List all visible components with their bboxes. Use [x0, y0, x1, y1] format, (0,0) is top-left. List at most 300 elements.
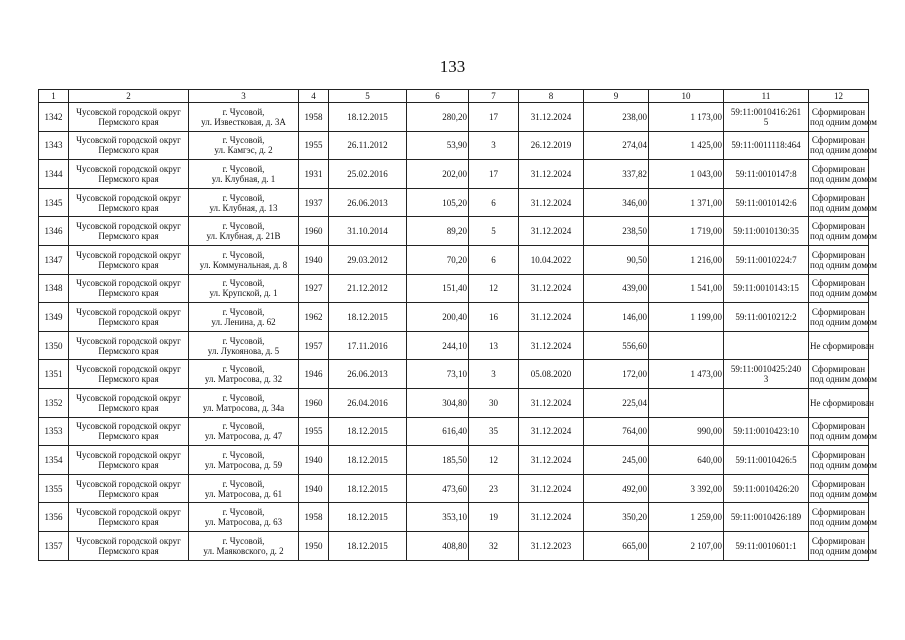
column-header-10: 10 — [649, 90, 724, 103]
value-cell: 346,00 — [584, 188, 649, 217]
address-cell-line: г. Чусовой, — [222, 192, 265, 203]
cadastral-number-cell-line: 59:11:0011118:464 — [731, 140, 801, 151]
status-cell-line: под одним домом — [810, 488, 877, 499]
deadline-cell: 05.08.2020 — [519, 360, 584, 389]
area-cell: 70,20 — [407, 245, 469, 274]
address-cell — [189, 503, 299, 532]
municipality-cell-line: Чусовской городской округ — [76, 478, 181, 489]
address-cell — [189, 188, 299, 217]
municipality-cell-line: Пермского края — [98, 545, 159, 556]
column-header-8: 8 — [519, 90, 584, 103]
row-number-cell: 1357 — [39, 531, 69, 560]
address-cell-line: г. Чусовой, — [222, 449, 265, 460]
address-cell-line: г. Чусовой, — [222, 106, 265, 117]
address-cell-line: ул. Матросова, д. 63 — [204, 517, 283, 528]
municipality-cell-line: Пермского края — [98, 316, 159, 327]
value-cell: 146,00 — [584, 303, 649, 332]
deadline-cell: 31.12.2023 — [519, 531, 584, 560]
address-cell-line: ул. Ленина, д. 62 — [211, 316, 276, 327]
municipality-cell — [69, 531, 189, 560]
cadastral-number-cell-line: 59:11:0010423:10 — [733, 426, 799, 437]
municipality-cell-line: Чусовской городской округ — [76, 249, 181, 260]
land-area-cell: 640,00 — [649, 446, 724, 475]
address-cell-line: ул. Матросова, д. 47 — [204, 431, 283, 442]
status-cell-line: под одним домом — [810, 202, 877, 213]
table-header — [39, 90, 869, 103]
municipality-cell-line: Чусовской городской округ — [76, 421, 181, 432]
address-cell-line: ул. Матросова, д. 59 — [204, 459, 283, 470]
status-cell-line: под одним домом — [810, 116, 877, 127]
address-cell-line: г. Чусовой, — [222, 249, 265, 260]
municipality-cell-line: Чусовской городской округ — [76, 135, 181, 146]
cadastral-number-cell — [724, 360, 809, 389]
municipality-cell-line: Пермского края — [98, 173, 159, 184]
deadline-cell: 31.12.2024 — [519, 160, 584, 189]
date-cell: 26.06.2013 — [329, 360, 407, 389]
table-row — [39, 446, 869, 475]
status-cell-line: Сформирован — [811, 507, 866, 518]
value-cell: 238,50 — [584, 217, 649, 246]
row-number-cell: 1346 — [39, 217, 69, 246]
municipality-cell — [69, 446, 189, 475]
deadline-cell: 31.12.2024 — [519, 274, 584, 303]
status-cell-line: Сформирован — [811, 364, 866, 375]
municipality-cell — [69, 303, 189, 332]
year-cell: 1955 — [299, 417, 329, 446]
status-cell — [809, 360, 877, 389]
area-cell: 616,40 — [407, 417, 469, 446]
row-number-cell: 1349 — [39, 303, 69, 332]
column-header-4: 4 — [299, 90, 329, 103]
date-cell: 26.11.2012 — [329, 131, 407, 160]
date-cell: 31.10.2014 — [329, 217, 407, 246]
date-cell: 18.12.2015 — [329, 531, 407, 560]
table-row — [39, 417, 869, 446]
year-cell: 1940 — [299, 446, 329, 475]
column-header-5: 5 — [329, 90, 407, 103]
address-cell-line: ул. Крупской, д. 1 — [209, 288, 278, 299]
status-cell-line: Сформирован — [811, 449, 866, 460]
address-cell-line: ул. Клубная, д. 21В — [206, 231, 281, 242]
cadastral-number-cell — [724, 331, 809, 360]
municipality-cell-line: Пермского края — [98, 374, 159, 385]
table-row — [39, 331, 869, 360]
date-cell: 18.12.2015 — [329, 417, 407, 446]
value-cell: 492,00 — [584, 474, 649, 503]
address-cell — [189, 160, 299, 189]
status-cell-line: Сформирован — [811, 192, 866, 203]
table-row — [39, 274, 869, 303]
municipality-cell — [69, 474, 189, 503]
status-cell — [809, 474, 877, 503]
column-header-12: 12 — [809, 90, 869, 103]
address-cell — [189, 217, 299, 246]
year-cell: 1960 — [299, 388, 329, 417]
column-header-11: 11 — [724, 90, 809, 103]
municipality-cell — [69, 188, 189, 217]
municipality-cell-line: Чусовской городской округ — [76, 192, 181, 203]
status-cell-line: Сформирован — [811, 163, 866, 174]
table-body — [39, 103, 877, 561]
municipality-cell-line: Пермского края — [98, 431, 159, 442]
cadastral-number-cell-line: 3 — [763, 374, 769, 385]
status-cell-line: Не сформирован — [810, 340, 874, 351]
municipality-cell-line: Чусовской городской округ — [76, 364, 181, 375]
municipality-cell-line: Пермского края — [98, 402, 159, 413]
status-cell — [809, 131, 877, 160]
address-cell-line: ул. Лукоянова, д. 5 — [207, 345, 280, 356]
cadastral-number-cell — [724, 388, 809, 417]
status-cell — [809, 245, 877, 274]
status-cell-line: Сформирован — [811, 278, 866, 289]
deadline-cell: 31.12.2024 — [519, 417, 584, 446]
municipality-cell-line: Чусовской городской округ — [76, 221, 181, 232]
row-number-cell: 1351 — [39, 360, 69, 389]
value-cell: 172,00 — [584, 360, 649, 389]
row-number-cell: 1347 — [39, 245, 69, 274]
count-cell: 13 — [469, 331, 519, 360]
year-cell: 1955 — [299, 131, 329, 160]
date-cell: 21.12.2012 — [329, 274, 407, 303]
cadastral-number-cell — [724, 274, 809, 303]
municipality-cell — [69, 245, 189, 274]
municipality-cell-line: Пермского края — [98, 259, 159, 270]
count-cell: 30 — [469, 388, 519, 417]
deadline-cell: 31.12.2024 — [519, 331, 584, 360]
deadline-cell: 31.12.2024 — [519, 217, 584, 246]
cadastral-number-cell — [724, 245, 809, 274]
municipality-cell-line: Пермского края — [98, 517, 159, 528]
year-cell: 1962 — [299, 303, 329, 332]
date-cell: 18.12.2015 — [329, 503, 407, 532]
count-cell: 3 — [469, 131, 519, 160]
area-cell: 304,80 — [407, 388, 469, 417]
count-cell: 12 — [469, 274, 519, 303]
municipality-cell-line: Чусовской городской округ — [76, 106, 181, 117]
address-cell-line: г. Чусовой, — [222, 478, 265, 489]
address-cell-line: г. Чусовой, — [222, 335, 265, 346]
count-cell: 16 — [469, 303, 519, 332]
area-cell: 244,10 — [407, 331, 469, 360]
cadastral-number-cell-line: 59:11:0010212:2 — [735, 311, 797, 322]
cadastral-number-cell — [724, 446, 809, 475]
table-row — [39, 188, 869, 217]
land-area-cell: 1 371,00 — [649, 188, 724, 217]
cadastral-number-cell-line: 59:11:0010416:261 — [730, 106, 802, 117]
address-cell-line: ул. Коммунальная, д. 8 — [199, 259, 288, 270]
status-cell — [809, 331, 874, 360]
land-area-cell: 1 473,00 — [649, 360, 724, 389]
cadastral-number-cell — [724, 131, 809, 160]
municipality-cell-line: Пермского края — [98, 345, 159, 356]
table-row — [39, 388, 869, 417]
value-cell: 238,00 — [584, 103, 649, 132]
date-cell: 18.12.2015 — [329, 446, 407, 475]
address-cell-line: ул. Клубная, д. 13 — [209, 202, 278, 213]
year-cell: 1927 — [299, 274, 329, 303]
municipality-cell-line: Пермского края — [98, 231, 159, 242]
cadastral-number-cell — [724, 531, 809, 560]
municipality-cell-line: Пермского края — [98, 202, 159, 213]
date-cell: 29.03.2012 — [329, 245, 407, 274]
address-cell — [189, 360, 299, 389]
address-cell — [189, 274, 299, 303]
table-row — [39, 131, 869, 160]
cadastral-number-cell-line: 59:11:0010142:6 — [735, 197, 797, 208]
count-cell: 23 — [469, 474, 519, 503]
status-cell — [809, 103, 877, 132]
status-cell-line: под одним домом — [810, 459, 877, 470]
land-area-cell — [649, 388, 724, 417]
cadastral-number-cell-line: 59:11:0010426:5 — [735, 454, 797, 465]
year-cell: 1950 — [299, 531, 329, 560]
cadastral-number-cell-line: 59:11:0010147:8 — [735, 168, 797, 179]
municipality-cell — [69, 103, 189, 132]
deadline-cell: 31.12.2024 — [519, 103, 584, 132]
land-area-cell: 1 425,00 — [649, 131, 724, 160]
address-cell-line: г. Чусовой, — [222, 221, 265, 232]
cadastral-number-cell-line: 59:11:0010425:240 — [730, 364, 802, 375]
address-cell-line: ул. Клубная, д. 1 — [211, 173, 276, 184]
area-cell: 53,90 — [407, 131, 469, 160]
land-area-cell: 2 107,00 — [649, 531, 724, 560]
land-area-cell: 1 043,00 — [649, 160, 724, 189]
status-cell-line: Сформирован — [811, 306, 866, 317]
year-cell: 1931 — [299, 160, 329, 189]
municipality-cell — [69, 217, 189, 246]
cadastral-number-cell — [724, 303, 809, 332]
cadastral-number-cell — [724, 103, 809, 132]
land-area-cell: 1 216,00 — [649, 245, 724, 274]
year-cell: 1940 — [299, 474, 329, 503]
status-cell — [809, 188, 877, 217]
land-area-cell: 990,00 — [649, 417, 724, 446]
row-number-cell: 1343 — [39, 131, 69, 160]
status-cell-line: Сформирован — [811, 535, 866, 546]
status-cell-line: под одним домом — [810, 374, 877, 385]
status-cell — [809, 303, 877, 332]
address-cell-line: г. Чусовой, — [222, 364, 265, 375]
table-row — [39, 160, 869, 189]
column-header-6: 6 — [407, 90, 469, 103]
status-cell — [809, 274, 877, 303]
address-cell-line: ул. Маяковского, д. 2 — [203, 545, 284, 556]
row-number-cell: 1354 — [39, 446, 69, 475]
value-cell: 90,50 — [584, 245, 649, 274]
area-cell: 473,60 — [407, 474, 469, 503]
cadastral-number-cell-line: 59:11:0010426:189 — [730, 512, 802, 523]
cadastral-number-cell — [724, 417, 809, 446]
area-cell: 280,20 — [407, 103, 469, 132]
row-number-cell: 1348 — [39, 274, 69, 303]
status-cell-line: под одним домом — [810, 173, 877, 184]
land-area-cell: 1 259,00 — [649, 503, 724, 532]
status-cell-line: под одним домом — [810, 259, 877, 270]
address-cell — [189, 103, 299, 132]
deadline-cell: 31.12.2024 — [519, 303, 584, 332]
area-cell: 105,20 — [407, 188, 469, 217]
deadline-cell: 10.04.2022 — [519, 245, 584, 274]
address-cell — [189, 131, 299, 160]
deadline-cell: 31.12.2024 — [519, 188, 584, 217]
count-cell: 6 — [469, 188, 519, 217]
address-cell-line: г. Чусовой, — [222, 507, 265, 518]
deadline-cell: 31.12.2024 — [519, 503, 584, 532]
area-cell: 353,10 — [407, 503, 469, 532]
municipality-cell-line: Чусовской городской округ — [76, 306, 181, 317]
status-cell-line: под одним домом — [810, 231, 877, 242]
value-cell: 764,00 — [584, 417, 649, 446]
address-cell-line: г. Чусовой, — [222, 421, 265, 432]
status-cell — [809, 531, 877, 560]
count-cell: 12 — [469, 446, 519, 475]
date-cell: 18.12.2015 — [329, 303, 407, 332]
land-area-cell: 1 541,00 — [649, 274, 724, 303]
cadastral-number-cell — [724, 188, 809, 217]
cadastral-number-cell-line: 59:11:0010224:7 — [735, 254, 797, 265]
cadastral-number-cell-line: 5 — [763, 116, 769, 127]
municipality-cell-line: Чусовской городской округ — [76, 535, 181, 546]
status-cell-line: под одним домом — [810, 316, 877, 327]
address-cell — [189, 245, 299, 274]
table-row — [39, 474, 869, 503]
year-cell: 1957 — [299, 331, 329, 360]
value-cell: 225,04 — [584, 388, 649, 417]
year-cell: 1940 — [299, 245, 329, 274]
area-cell: 89,20 — [407, 217, 469, 246]
row-number-cell: 1345 — [39, 188, 69, 217]
value-cell: 439,00 — [584, 274, 649, 303]
table-row — [39, 245, 869, 274]
municipality-cell-line: Чусовской городской округ — [76, 449, 181, 460]
status-cell-line: Сформирован — [811, 221, 866, 232]
address-cell — [189, 474, 299, 503]
municipality-cell-line: Чусовской городской округ — [76, 507, 181, 518]
municipality-cell-line: Пермского края — [98, 145, 159, 156]
table-row — [39, 217, 869, 246]
status-cell — [809, 217, 877, 246]
count-cell: 19 — [469, 503, 519, 532]
date-cell: 18.12.2015 — [329, 474, 407, 503]
count-cell: 32 — [469, 531, 519, 560]
status-cell — [809, 160, 877, 189]
address-cell — [189, 417, 299, 446]
deadline-cell: 31.12.2024 — [519, 446, 584, 475]
address-cell — [189, 331, 299, 360]
land-area-cell: 3 392,00 — [649, 474, 724, 503]
deadline-cell: 26.12.2019 — [519, 131, 584, 160]
area-cell: 185,50 — [407, 446, 469, 475]
count-cell: 3 — [469, 360, 519, 389]
land-area-cell: 1 173,00 — [649, 103, 724, 132]
municipality-cell — [69, 131, 189, 160]
row-number-cell: 1350 — [39, 331, 69, 360]
date-cell: 17.11.2016 — [329, 331, 407, 360]
address-cell-line: г. Чусовой, — [222, 306, 265, 317]
status-cell — [809, 446, 877, 475]
address-cell — [189, 388, 299, 417]
table-row — [39, 103, 869, 132]
status-cell-line: Не сформирован — [810, 397, 874, 408]
year-cell: 1958 — [299, 103, 329, 132]
table-row — [39, 531, 869, 560]
cadastral-number-cell — [724, 474, 809, 503]
row-number-cell: 1342 — [39, 103, 69, 132]
year-cell: 1937 — [299, 188, 329, 217]
municipality-cell — [69, 331, 189, 360]
area-cell: 73,10 — [407, 360, 469, 389]
area-cell: 151,40 — [407, 274, 469, 303]
municipality-cell — [69, 388, 189, 417]
municipality-cell — [69, 360, 189, 389]
municipality-cell — [69, 274, 189, 303]
table-row — [39, 303, 869, 332]
value-cell: 665,00 — [584, 531, 649, 560]
cadastral-number-cell — [724, 160, 809, 189]
land-area-cell: 1 199,00 — [649, 303, 724, 332]
value-cell: 350,20 — [584, 503, 649, 532]
cadastral-number-cell — [724, 217, 809, 246]
year-cell: 1946 — [299, 360, 329, 389]
municipality-cell — [69, 503, 189, 532]
row-number-cell: 1344 — [39, 160, 69, 189]
status-cell-line: под одним домом — [810, 545, 877, 556]
municipality-cell-line: Чусовской городской округ — [76, 392, 181, 403]
address-cell-line: г. Чусовой, — [222, 135, 265, 146]
status-cell-line: под одним домом — [810, 431, 877, 442]
area-cell: 408,80 — [407, 531, 469, 560]
status-cell — [809, 503, 877, 532]
status-cell-line: под одним домом — [810, 288, 877, 299]
row-number-cell: 1352 — [39, 388, 69, 417]
registry-table — [38, 89, 877, 561]
municipality-cell — [69, 417, 189, 446]
status-cell-line: Сформирован — [811, 135, 866, 146]
count-cell: 17 — [469, 160, 519, 189]
municipality-cell-line: Пермского края — [98, 116, 159, 127]
year-cell: 1958 — [299, 503, 329, 532]
count-cell: 6 — [469, 245, 519, 274]
page-number: 133 — [439, 57, 466, 76]
date-cell: 25.02.2016 — [329, 160, 407, 189]
address-cell-line: г. Чусовой, — [222, 163, 265, 174]
cadastral-number-cell — [724, 503, 809, 532]
address-cell — [189, 531, 299, 560]
column-header-2: 2 — [69, 90, 189, 103]
column-header-9: 9 — [584, 90, 649, 103]
status-cell-line: под одним домом — [810, 145, 877, 156]
table-row — [39, 360, 869, 389]
area-cell: 202,00 — [407, 160, 469, 189]
address-cell-line: ул. Матросова, д. 61 — [204, 488, 283, 499]
deadline-cell: 31.12.2024 — [519, 474, 584, 503]
cadastral-number-cell-line: 59:11:0010601:1 — [735, 540, 797, 551]
cadastral-number-cell-line: 59:11:0010426:20 — [733, 483, 799, 494]
land-area-cell: 1 719,00 — [649, 217, 724, 246]
status-cell — [809, 388, 874, 417]
address-cell-line: ул. Камгэс, д. 2 — [214, 145, 273, 156]
status-cell-line: Сформирован — [811, 249, 866, 260]
column-header-1: 1 — [39, 90, 69, 103]
municipality-cell-line: Пермского края — [98, 288, 159, 299]
row-number-cell: 1355 — [39, 474, 69, 503]
status-cell-line: Сформирован — [811, 478, 866, 489]
status-cell-line: под одним домом — [810, 517, 877, 528]
header-row — [39, 90, 869, 103]
deadline-cell: 31.12.2024 — [519, 388, 584, 417]
row-number-cell: 1353 — [39, 417, 69, 446]
year-cell: 1960 — [299, 217, 329, 246]
